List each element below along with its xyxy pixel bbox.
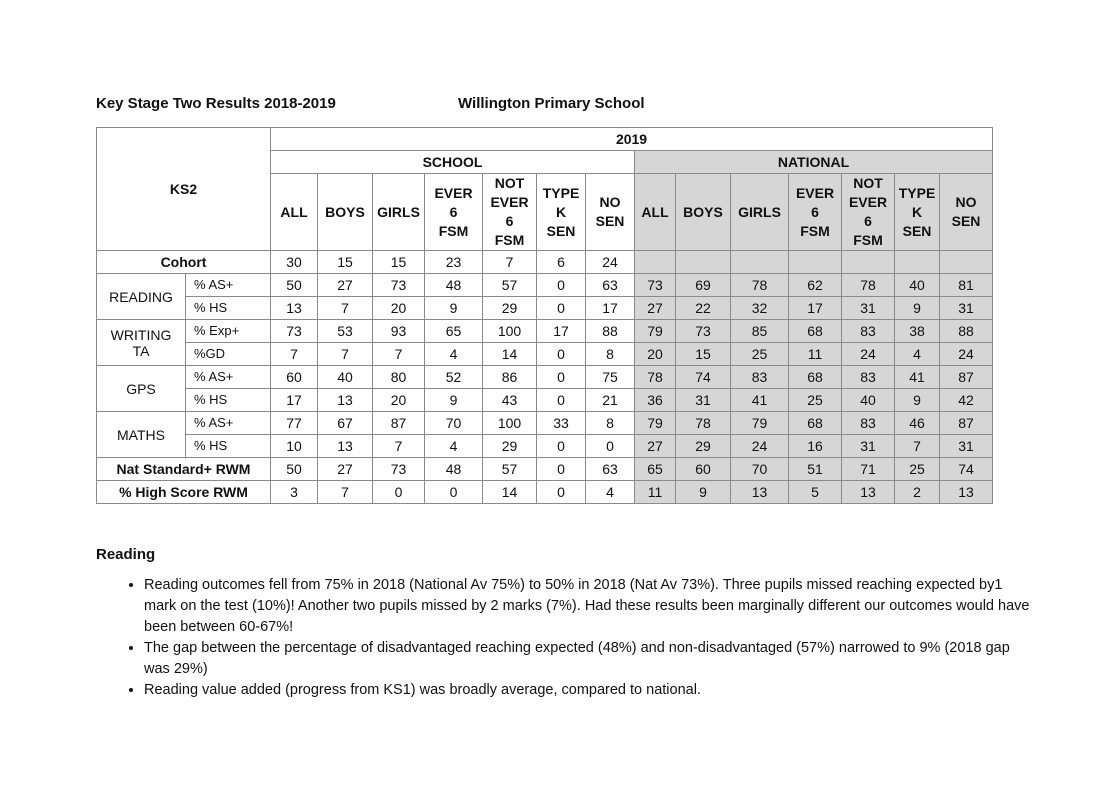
results-table bbox=[96, 127, 993, 504]
school-value: 17 bbox=[537, 320, 586, 343]
national-value: 69 bbox=[676, 274, 731, 297]
school-value: 30 bbox=[271, 251, 318, 274]
national-value: 31 bbox=[842, 297, 895, 320]
school-value: 0 bbox=[537, 297, 586, 320]
national-value: 2 bbox=[895, 481, 940, 504]
school-value: 27 bbox=[318, 274, 373, 297]
reading-heading: Reading bbox=[96, 546, 156, 563]
school-value: 43 bbox=[483, 389, 537, 412]
national-value: 83 bbox=[842, 366, 895, 389]
reading-bullet: • Reading value added (progress from KS1) was broadly average, compared to national. bbox=[144, 680, 1036, 701]
national-value: 62 bbox=[789, 274, 842, 297]
national-value: 13 bbox=[842, 481, 895, 504]
school-value: 21 bbox=[586, 389, 635, 412]
national-value: 15 bbox=[676, 343, 731, 366]
column-header: GIRLS bbox=[731, 174, 789, 251]
subject-label: GPS bbox=[97, 366, 186, 412]
school-value: 100 bbox=[483, 320, 537, 343]
metric-label: % Exp+ bbox=[186, 320, 271, 343]
school-value: 4 bbox=[586, 481, 635, 504]
national-value: 68 bbox=[789, 366, 842, 389]
national-value: 41 bbox=[895, 366, 940, 389]
national-value: 9 bbox=[676, 481, 731, 504]
school-value: 8 bbox=[586, 343, 635, 366]
document-header bbox=[96, 95, 996, 117]
national-value: 27 bbox=[635, 435, 676, 458]
national-value: 85 bbox=[731, 320, 789, 343]
metric-label: % AS+ bbox=[186, 412, 271, 435]
metric-label: % HS bbox=[186, 297, 271, 320]
school-value: 0 bbox=[537, 481, 586, 504]
school-value: 14 bbox=[483, 481, 537, 504]
national-value: 87 bbox=[940, 366, 993, 389]
school-value: 9 bbox=[425, 297, 483, 320]
column-header: TYPE K SEN bbox=[895, 174, 940, 251]
national-value: 36 bbox=[635, 389, 676, 412]
column-header: NOT EVER 6 FSM bbox=[483, 174, 537, 251]
national-value: 27 bbox=[635, 297, 676, 320]
school-value: 73 bbox=[373, 458, 425, 481]
national-value: 65 bbox=[635, 458, 676, 481]
summary-label: % High Score RWM bbox=[97, 481, 271, 504]
national-value: 25 bbox=[731, 343, 789, 366]
column-header: EVER 6 FSM bbox=[789, 174, 842, 251]
national-value: 13 bbox=[731, 481, 789, 504]
school-value: 27 bbox=[318, 458, 373, 481]
school-value: 0 bbox=[537, 274, 586, 297]
school-value: 9 bbox=[425, 389, 483, 412]
school-value: 4 bbox=[425, 435, 483, 458]
national-value: 31 bbox=[940, 297, 993, 320]
national-value: 74 bbox=[676, 366, 731, 389]
school-value: 15 bbox=[373, 251, 425, 274]
school-value: 0 bbox=[537, 458, 586, 481]
table-row bbox=[97, 366, 993, 389]
national-value: 31 bbox=[676, 389, 731, 412]
school-value: 6 bbox=[537, 251, 586, 274]
school-value: 87 bbox=[373, 412, 425, 435]
school-group-header: SCHOOL bbox=[271, 151, 635, 174]
national-value: 73 bbox=[635, 274, 676, 297]
metric-label: %GD bbox=[186, 343, 271, 366]
metric-label: % HS bbox=[186, 435, 271, 458]
table-row bbox=[97, 128, 993, 151]
school-value: 7 bbox=[373, 343, 425, 366]
national-value: 68 bbox=[789, 412, 842, 435]
school-value: 14 bbox=[483, 343, 537, 366]
school-value: 29 bbox=[483, 297, 537, 320]
table-row bbox=[97, 274, 993, 297]
national-value bbox=[635, 251, 676, 274]
school-name: Willington Primary School bbox=[458, 95, 645, 112]
school-value: 63 bbox=[586, 458, 635, 481]
school-value: 17 bbox=[586, 297, 635, 320]
school-value: 40 bbox=[318, 366, 373, 389]
school-value: 0 bbox=[537, 366, 586, 389]
school-value: 10 bbox=[271, 435, 318, 458]
school-value: 0 bbox=[537, 435, 586, 458]
school-value: 67 bbox=[318, 412, 373, 435]
summary-label: Nat Standard+ RWM bbox=[97, 458, 271, 481]
national-value: 81 bbox=[940, 274, 993, 297]
school-value: 57 bbox=[483, 274, 537, 297]
national-group-header: NATIONAL bbox=[635, 151, 993, 174]
school-value: 73 bbox=[271, 320, 318, 343]
national-value: 46 bbox=[895, 412, 940, 435]
national-value: 40 bbox=[895, 274, 940, 297]
national-value: 25 bbox=[895, 458, 940, 481]
national-value: 11 bbox=[635, 481, 676, 504]
reading-bullet: • The gap between the percentage of disadvantaged reaching expected (48%) and non-disadvantaged (57%) narrowed to 9% (2018 gap was 29%) bbox=[144, 638, 1036, 680]
school-value: 33 bbox=[537, 412, 586, 435]
national-value: 78 bbox=[731, 274, 789, 297]
reading-bullet: • Reading outcomes fell from 75% in 2018 (National Av 75%) to 50% in 2018 (Nat Av 73%). Three pupils missed reaching expected by1 mark on the test (10%)! Another two pupils missed by 2 marks (7%). Had these results been marginally different our outcomes would have been between 60-67%! bbox=[144, 575, 1036, 638]
table-row bbox=[97, 297, 993, 320]
school-value: 52 bbox=[425, 366, 483, 389]
national-value: 74 bbox=[940, 458, 993, 481]
year-header: 2019 bbox=[271, 128, 993, 151]
national-value: 78 bbox=[676, 412, 731, 435]
school-value: 70 bbox=[425, 412, 483, 435]
school-value: 93 bbox=[373, 320, 425, 343]
national-value: 88 bbox=[940, 320, 993, 343]
school-value: 15 bbox=[318, 251, 373, 274]
national-value: 71 bbox=[842, 458, 895, 481]
school-value: 7 bbox=[318, 481, 373, 504]
school-value: 88 bbox=[586, 320, 635, 343]
school-value: 0 bbox=[537, 343, 586, 366]
school-value: 8 bbox=[586, 412, 635, 435]
table-row bbox=[97, 320, 993, 343]
national-value: 78 bbox=[842, 274, 895, 297]
school-value: 13 bbox=[271, 297, 318, 320]
national-value: 32 bbox=[731, 297, 789, 320]
subject-label: READING bbox=[97, 274, 186, 320]
school-value: 48 bbox=[425, 274, 483, 297]
school-value: 0 bbox=[537, 389, 586, 412]
school-value: 65 bbox=[425, 320, 483, 343]
national-value: 17 bbox=[789, 297, 842, 320]
national-value: 29 bbox=[676, 435, 731, 458]
national-value: 9 bbox=[895, 389, 940, 412]
national-value: 24 bbox=[731, 435, 789, 458]
national-value: 79 bbox=[731, 412, 789, 435]
school-value: 57 bbox=[483, 458, 537, 481]
cohort-label: Cohort bbox=[97, 251, 271, 274]
column-header: NOT EVER 6 FSM bbox=[842, 174, 895, 251]
school-value: 50 bbox=[271, 274, 318, 297]
school-value: 24 bbox=[586, 251, 635, 274]
school-value: 50 bbox=[271, 458, 318, 481]
national-value: 83 bbox=[842, 320, 895, 343]
metric-label: % AS+ bbox=[186, 274, 271, 297]
national-value: 83 bbox=[731, 366, 789, 389]
column-header: NO SEN bbox=[586, 174, 635, 251]
national-value: 31 bbox=[940, 435, 993, 458]
national-value: 70 bbox=[731, 458, 789, 481]
national-value: 7 bbox=[895, 435, 940, 458]
column-header: BOYS bbox=[676, 174, 731, 251]
table-row bbox=[97, 435, 993, 458]
table-row bbox=[97, 343, 993, 366]
national-value: 60 bbox=[676, 458, 731, 481]
column-header: ALL bbox=[271, 174, 318, 251]
reading-section bbox=[96, 546, 1036, 701]
report-title: Key Stage Two Results 2018-2019 bbox=[96, 95, 336, 112]
school-value: 48 bbox=[425, 458, 483, 481]
column-header: NO SEN bbox=[940, 174, 993, 251]
school-value: 7 bbox=[318, 343, 373, 366]
national-value: 41 bbox=[731, 389, 789, 412]
school-value: 29 bbox=[483, 435, 537, 458]
national-value: 51 bbox=[789, 458, 842, 481]
school-value: 7 bbox=[318, 297, 373, 320]
school-value: 7 bbox=[373, 435, 425, 458]
table-row bbox=[97, 389, 993, 412]
table-row bbox=[97, 458, 993, 481]
school-value: 0 bbox=[425, 481, 483, 504]
school-value: 20 bbox=[373, 297, 425, 320]
national-value: 5 bbox=[789, 481, 842, 504]
school-value: 0 bbox=[373, 481, 425, 504]
school-value: 4 bbox=[425, 343, 483, 366]
column-header: ALL bbox=[635, 174, 676, 251]
column-header: BOYS bbox=[318, 174, 373, 251]
table-row bbox=[97, 251, 993, 274]
national-value: 79 bbox=[635, 412, 676, 435]
national-value: 24 bbox=[940, 343, 993, 366]
school-value: 0 bbox=[586, 435, 635, 458]
national-value bbox=[789, 251, 842, 274]
metric-label: % AS+ bbox=[186, 366, 271, 389]
subject-label: MATHS bbox=[97, 412, 186, 458]
metric-label: % HS bbox=[186, 389, 271, 412]
column-header: GIRLS bbox=[373, 174, 425, 251]
national-value: 25 bbox=[789, 389, 842, 412]
national-value bbox=[676, 251, 731, 274]
national-value: 73 bbox=[676, 320, 731, 343]
school-value: 53 bbox=[318, 320, 373, 343]
reading-bullets bbox=[96, 575, 1036, 701]
national-value bbox=[731, 251, 789, 274]
table-row bbox=[97, 412, 993, 435]
national-value: 31 bbox=[842, 435, 895, 458]
corner-label: KS2 bbox=[97, 128, 271, 251]
school-value: 60 bbox=[271, 366, 318, 389]
national-value: 38 bbox=[895, 320, 940, 343]
school-value: 80 bbox=[373, 366, 425, 389]
school-value: 7 bbox=[483, 251, 537, 274]
school-value: 77 bbox=[271, 412, 318, 435]
national-value: 42 bbox=[940, 389, 993, 412]
national-value bbox=[940, 251, 993, 274]
national-value: 20 bbox=[635, 343, 676, 366]
national-value: 83 bbox=[842, 412, 895, 435]
national-value: 40 bbox=[842, 389, 895, 412]
national-value: 87 bbox=[940, 412, 993, 435]
national-value: 79 bbox=[635, 320, 676, 343]
school-value: 3 bbox=[271, 481, 318, 504]
school-value: 20 bbox=[373, 389, 425, 412]
national-value bbox=[895, 251, 940, 274]
school-value: 100 bbox=[483, 412, 537, 435]
column-header: EVER 6 FSM bbox=[425, 174, 483, 251]
school-value: 7 bbox=[271, 343, 318, 366]
subject-label: WRITING TA bbox=[97, 320, 186, 366]
national-value: 9 bbox=[895, 297, 940, 320]
national-value: 4 bbox=[895, 343, 940, 366]
national-value: 13 bbox=[940, 481, 993, 504]
column-header: TYPE K SEN bbox=[537, 174, 586, 251]
school-value: 75 bbox=[586, 366, 635, 389]
table-row bbox=[97, 481, 993, 504]
national-value: 11 bbox=[789, 343, 842, 366]
national-value bbox=[842, 251, 895, 274]
school-value: 17 bbox=[271, 389, 318, 412]
school-value: 73 bbox=[373, 274, 425, 297]
national-value: 22 bbox=[676, 297, 731, 320]
national-value: 16 bbox=[789, 435, 842, 458]
school-value: 13 bbox=[318, 435, 373, 458]
school-value: 13 bbox=[318, 389, 373, 412]
national-value: 24 bbox=[842, 343, 895, 366]
school-value: 86 bbox=[483, 366, 537, 389]
national-value: 78 bbox=[635, 366, 676, 389]
school-value: 63 bbox=[586, 274, 635, 297]
national-value: 68 bbox=[789, 320, 842, 343]
school-value: 23 bbox=[425, 251, 483, 274]
